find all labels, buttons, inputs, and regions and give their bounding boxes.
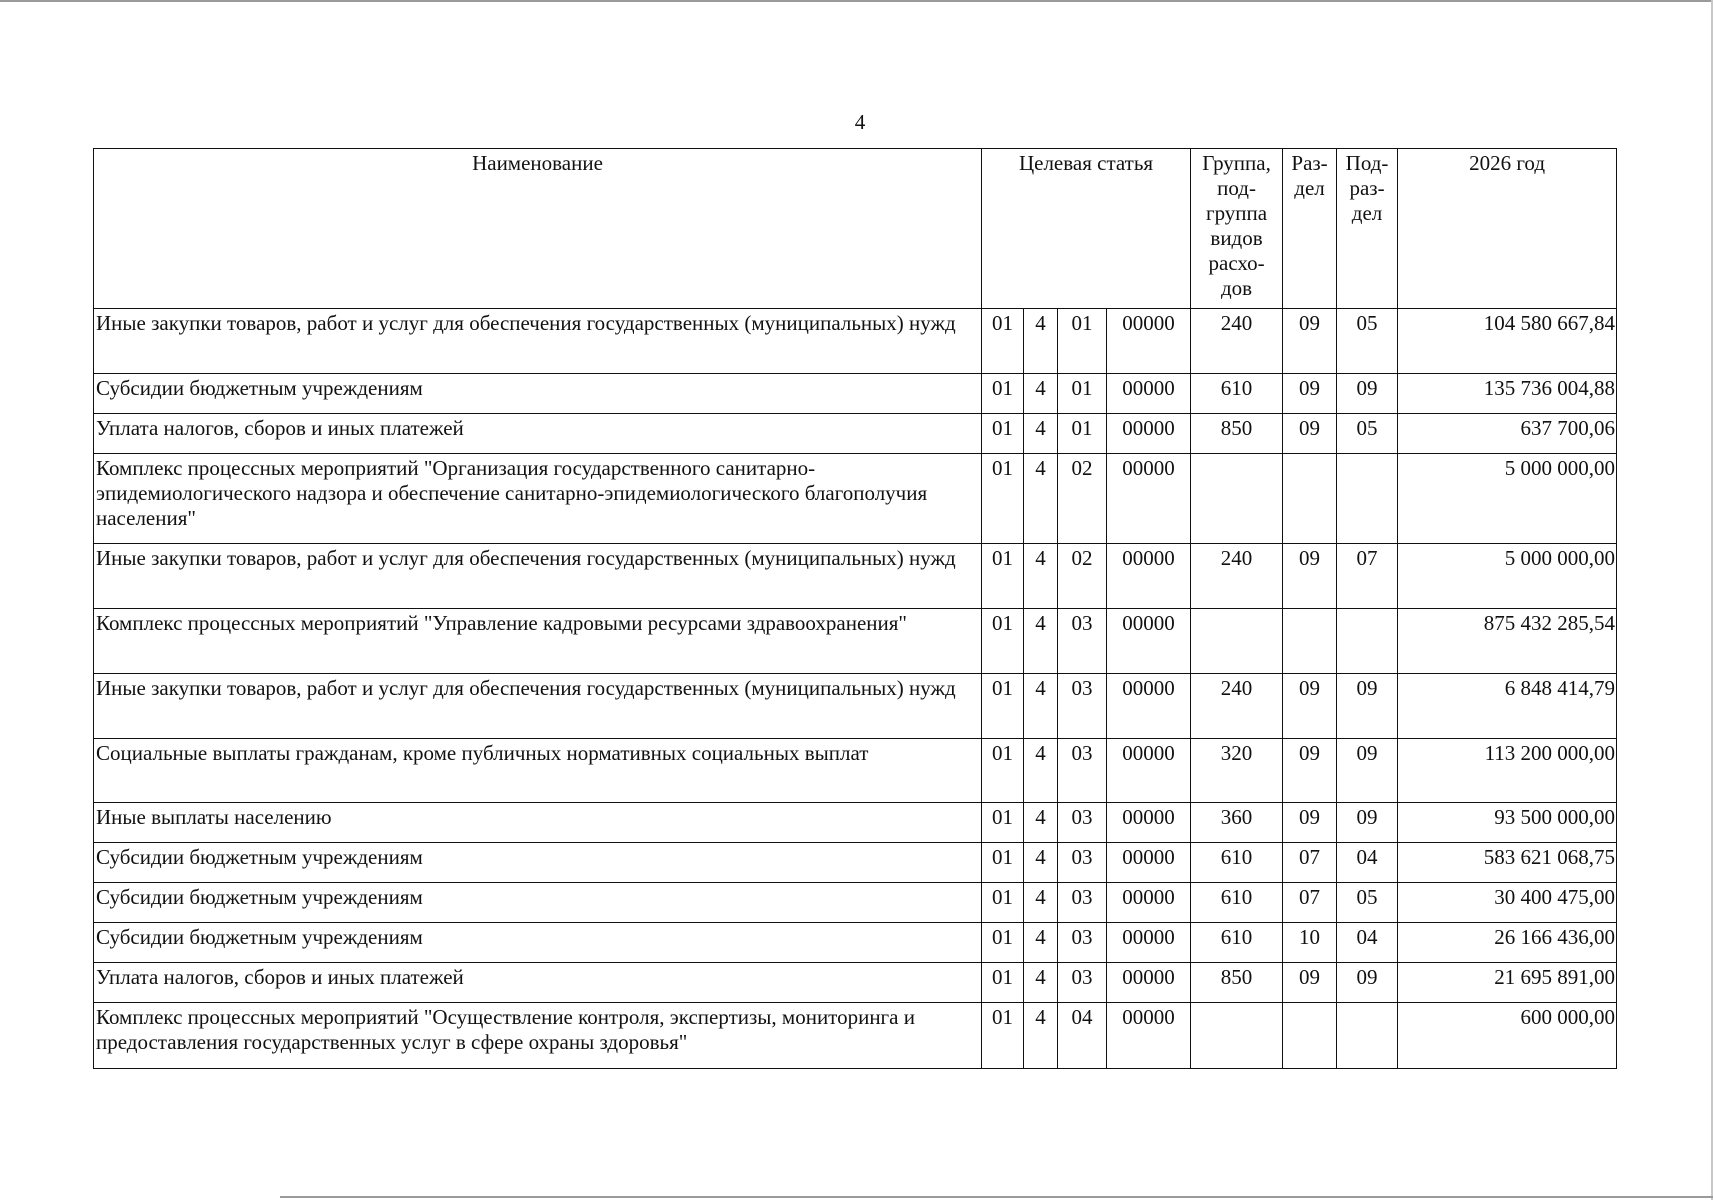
row-event: 01	[1058, 309, 1107, 374]
header-name: Наименование	[94, 149, 982, 309]
row-subsection: 05	[1337, 883, 1398, 923]
table-row	[94, 544, 1617, 609]
row-amount: 5 000 000,00	[1398, 454, 1617, 544]
row-subsection	[1337, 454, 1398, 544]
row-direction: 00000	[1107, 674, 1191, 739]
row-subsection: 05	[1337, 309, 1398, 374]
row-direction: 00000	[1107, 374, 1191, 414]
row-expense-group: 240	[1191, 674, 1283, 739]
row-subsection: 07	[1337, 544, 1398, 609]
row-section: 07	[1283, 843, 1337, 883]
row-direction: 00000	[1107, 309, 1191, 374]
row-program: 01	[982, 414, 1024, 454]
row-name: Социальные выплаты гражданам, кроме публичных нормативных социальных выплат	[94, 739, 982, 803]
row-name: Комплекс процессных мероприятий "Организация государственного санитарно-эпидемиологического надзора и обеспечение санитарно-эпидемиологического благополучия населения"	[94, 454, 982, 544]
row-expense-group	[1191, 1003, 1283, 1069]
row-subsection: 09	[1337, 674, 1398, 739]
row-program: 01	[982, 843, 1024, 883]
page-number: 4	[854, 110, 866, 134]
row-name: Субсидии бюджетным учреждениям	[94, 374, 982, 414]
row-name: Уплата налогов, сборов и иных платежей	[94, 963, 982, 1003]
row-section	[1283, 609, 1337, 674]
row-event: 03	[1058, 963, 1107, 1003]
row-expense-group: 320	[1191, 739, 1283, 803]
row-name: Субсидии бюджетным учреждениям	[94, 923, 982, 963]
row-expense-group: 360	[1191, 803, 1283, 843]
row-name: Иные закупки товаров, работ и услуг для обеспечения государственных (муниципальных) нужд	[94, 309, 982, 374]
header-year: 2026 год	[1398, 149, 1617, 309]
row-name: Иные закупки товаров, работ и услуг для обеспечения государственных (муниципальных) нужд	[94, 544, 982, 609]
header-subsection: Под- раз- дел	[1337, 149, 1398, 309]
row-subprogram: 4	[1024, 674, 1058, 739]
row-program: 01	[982, 309, 1024, 374]
row-amount: 104 580 667,84	[1398, 309, 1617, 374]
row-amount: 21 695 891,00	[1398, 963, 1617, 1003]
scan-edge-bottom	[280, 1196, 1713, 1198]
row-section: 09	[1283, 544, 1337, 609]
row-section	[1283, 454, 1337, 544]
row-program: 01	[982, 609, 1024, 674]
row-program: 01	[982, 374, 1024, 414]
row-subsection	[1337, 1003, 1398, 1069]
table-row	[94, 843, 1617, 883]
row-event: 02	[1058, 454, 1107, 544]
row-program: 01	[982, 674, 1024, 739]
row-program: 01	[982, 739, 1024, 803]
row-amount: 93 500 000,00	[1398, 803, 1617, 843]
row-expense-group: 610	[1191, 923, 1283, 963]
row-program: 01	[982, 454, 1024, 544]
row-subsection: 09	[1337, 963, 1398, 1003]
row-amount: 5 000 000,00	[1398, 544, 1617, 609]
row-direction: 00000	[1107, 1003, 1191, 1069]
row-direction: 00000	[1107, 883, 1191, 923]
row-direction: 00000	[1107, 963, 1191, 1003]
table-row	[94, 609, 1617, 674]
row-expense-group: 850	[1191, 963, 1283, 1003]
row-expense-group	[1191, 454, 1283, 544]
row-amount: 6 848 414,79	[1398, 674, 1617, 739]
row-event: 03	[1058, 739, 1107, 803]
row-amount: 600 000,00	[1398, 1003, 1617, 1069]
table-row	[94, 374, 1617, 414]
row-event: 03	[1058, 883, 1107, 923]
table-row	[94, 1003, 1617, 1069]
header-expense-group: Группа, под- группа видов расхо- дов	[1191, 149, 1283, 309]
row-subprogram: 4	[1024, 454, 1058, 544]
row-name: Уплата налогов, сборов и иных платежей	[94, 414, 982, 454]
row-direction: 00000	[1107, 454, 1191, 544]
row-event: 03	[1058, 843, 1107, 883]
row-section: 07	[1283, 883, 1337, 923]
row-program: 01	[982, 1003, 1024, 1069]
row-event: 03	[1058, 803, 1107, 843]
row-section: 09	[1283, 803, 1337, 843]
row-expense-group: 240	[1191, 309, 1283, 374]
row-event: 01	[1058, 414, 1107, 454]
row-subsection: 09	[1337, 739, 1398, 803]
row-section: 09	[1283, 309, 1337, 374]
row-subprogram: 4	[1024, 414, 1058, 454]
header-section: Раз- дел	[1283, 149, 1337, 309]
row-subsection: 04	[1337, 843, 1398, 883]
row-name: Комплекс процессных мероприятий "Управление кадровыми ресурсами здравоохранения"	[94, 609, 982, 674]
header-target-article: Целевая статья	[982, 149, 1191, 309]
row-subprogram: 4	[1024, 803, 1058, 843]
row-event: 03	[1058, 923, 1107, 963]
table-row	[94, 963, 1617, 1003]
table-row	[94, 309, 1617, 374]
row-section: 09	[1283, 963, 1337, 1003]
row-direction: 00000	[1107, 739, 1191, 803]
row-event: 02	[1058, 544, 1107, 609]
row-name: Иные закупки товаров, работ и услуг для обеспечения государственных (муниципальных) нужд	[94, 674, 982, 739]
row-section: 09	[1283, 674, 1337, 739]
row-amount: 875 432 285,54	[1398, 609, 1617, 674]
row-subprogram: 4	[1024, 609, 1058, 674]
row-subprogram: 4	[1024, 883, 1058, 923]
row-event: 03	[1058, 674, 1107, 739]
row-subsection	[1337, 609, 1398, 674]
scan-edge-top	[0, 0, 1713, 2]
row-expense-group	[1191, 609, 1283, 674]
row-subprogram: 4	[1024, 843, 1058, 883]
row-program: 01	[982, 923, 1024, 963]
table-row	[94, 414, 1617, 454]
row-direction: 00000	[1107, 803, 1191, 843]
row-expense-group: 610	[1191, 883, 1283, 923]
row-subprogram: 4	[1024, 923, 1058, 963]
row-subsection: 09	[1337, 803, 1398, 843]
row-expense-group: 610	[1191, 374, 1283, 414]
row-amount: 583 621 068,75	[1398, 843, 1617, 883]
row-program: 01	[982, 963, 1024, 1003]
table-row	[94, 803, 1617, 843]
row-section	[1283, 1003, 1337, 1069]
row-event: 01	[1058, 374, 1107, 414]
row-subsection: 05	[1337, 414, 1398, 454]
row-section: 09	[1283, 414, 1337, 454]
row-direction: 00000	[1107, 544, 1191, 609]
row-section: 10	[1283, 923, 1337, 963]
table-header-row	[94, 149, 1617, 309]
row-amount: 135 736 004,88	[1398, 374, 1617, 414]
row-subprogram: 4	[1024, 309, 1058, 374]
row-direction: 00000	[1107, 609, 1191, 674]
row-subprogram: 4	[1024, 739, 1058, 803]
row-direction: 00000	[1107, 414, 1191, 454]
row-direction: 00000	[1107, 923, 1191, 963]
row-section: 09	[1283, 739, 1337, 803]
budget-table	[93, 148, 1617, 1069]
row-expense-group: 850	[1191, 414, 1283, 454]
row-expense-group: 240	[1191, 544, 1283, 609]
row-amount: 113 200 000,00	[1398, 739, 1617, 803]
row-name: Субсидии бюджетным учреждениям	[94, 883, 982, 923]
row-subsection: 09	[1337, 374, 1398, 414]
row-event: 04	[1058, 1003, 1107, 1069]
row-subprogram: 4	[1024, 374, 1058, 414]
row-name: Комплекс процессных мероприятий "Осуществление контроля, экспертизы, мониторинга и предоставления государственных услуг в сфере охраны здоровья"	[94, 1003, 982, 1069]
row-subprogram: 4	[1024, 1003, 1058, 1069]
row-program: 01	[982, 803, 1024, 843]
table-row	[94, 883, 1617, 923]
row-amount: 637 700,06	[1398, 414, 1617, 454]
row-name: Субсидии бюджетным учреждениям	[94, 843, 982, 883]
row-amount: 26 166 436,00	[1398, 923, 1617, 963]
row-expense-group: 610	[1191, 843, 1283, 883]
row-section: 09	[1283, 374, 1337, 414]
row-name: Иные выплаты населению	[94, 803, 982, 843]
row-subprogram: 4	[1024, 544, 1058, 609]
row-direction: 00000	[1107, 843, 1191, 883]
row-program: 01	[982, 544, 1024, 609]
table-row	[94, 674, 1617, 739]
row-subsection: 04	[1337, 923, 1398, 963]
table-row	[94, 454, 1617, 544]
row-event: 03	[1058, 609, 1107, 674]
row-amount: 30 400 475,00	[1398, 883, 1617, 923]
row-subprogram: 4	[1024, 963, 1058, 1003]
row-program: 01	[982, 883, 1024, 923]
table-row	[94, 739, 1617, 803]
table-row	[94, 923, 1617, 963]
